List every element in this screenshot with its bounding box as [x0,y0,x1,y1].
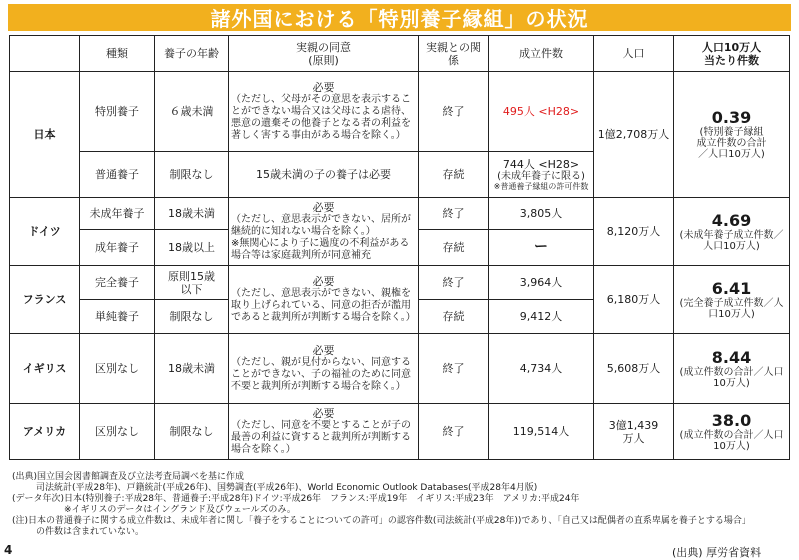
header-row [10,36,790,72]
footnote-source-list: 司法統計(平成28年)、戸籍統計(平成26年)、国勢調査(平成26年)、World Economic Outlook Databases(平成28年4月版) [36,483,538,493]
count-cell: ー [489,230,594,266]
header-type: 種類 [80,36,155,72]
population-cell: 8,120万人 [594,198,674,266]
rate-cell: 4.69 (未成年養子成立件数／人口10万人) [674,198,790,266]
footnotes [12,472,792,538]
relation-cell: 終了 [419,198,489,230]
population-cell: 3億1,439 万人 [594,404,674,460]
country-japan: 日本 [10,72,80,198]
age-cell: 制限なし [155,404,229,460]
relation-cell: 終了 [419,266,489,300]
country-france: フランス [10,266,80,334]
consent-cell: 必要 （ただし、親が見付からない、同意することができない、子の福祉のために同意不要と裁判所が判断する場合を除く。） [229,334,419,404]
type-cell: 成年養子 [80,230,155,266]
header-relation: 実親との関係 [419,36,489,72]
footnote-data-year: (データ年次)日本(特別養子:平成28年、普通養子:平成28年)ドイツ:平成26年 フランス:平成19年 イギリス:平成23年 アメリカ:平成24年 [12,494,580,504]
consent-cell: 必要 （ただし、同意を不要とすることが子の最善の利益に資すると裁判所が判断する場合を除く。） [229,404,419,460]
type-cell: 普通養子 [80,152,155,198]
consent-cell: 必要 （ただし、意思表示ができない、親権を取り上げられている、同意の拒否が濫用であると裁判所が判断する場合を除く。） [229,266,419,334]
table-row [10,266,790,300]
count-cell: 4,734人 [489,334,594,404]
type-cell: 完全養子 [80,266,155,300]
header-population: 人口 [594,36,674,72]
consent-cell: 必要 （ただし、意思表示ができない、居所が継続的に知れない場合を除く。） ※無関心により子に過度の不利益がある場合等は家庭裁判所が同意補充 [229,198,419,266]
relation-cell: 終了 [419,72,489,152]
type-cell: 区別なし [80,404,155,460]
footnote-uk: ※イギリスのデータはイングランド及びウェールズのみ。 [64,505,296,515]
age-cell: ６歳未満 [155,72,229,152]
count-cell: 3,964人 [489,266,594,300]
consent-cell: 15歳未満の子の養子は必要 [229,152,419,198]
header-count: 成立件数 [489,36,594,72]
header-age: 養子の年齢 [155,36,229,72]
header-per100k: 人口10万人 当たり件数 [674,36,790,72]
age-cell: 18歳未満 [155,198,229,230]
relation-cell: 存続 [419,230,489,266]
population-cell: 1億2,708万人 [594,72,674,198]
relation-cell: 終了 [419,334,489,404]
table-row [10,72,790,152]
population-cell: 5,608万人 [594,334,674,404]
source-label: (出典) 厚労省資料 [672,546,762,559]
footnote-source: (出典)国立国会図書館調査及び立法考査局調べを基に作成 [12,472,245,482]
count-cell: 3,805人 [489,198,594,230]
title-banner [8,4,791,31]
rate-cell: 38.0 (成立件数の合計／人口10万人) [674,404,790,460]
relation-cell: 存続 [419,300,489,334]
age-cell: 18歳未満 [155,334,229,404]
rate-cell: 0.39 (特別養子縁組 成立件数の合計 ／人口10万人) [674,72,790,198]
count-cell-highlight: 495人 <H28> [489,72,594,152]
age-cell: 制限なし [155,300,229,334]
footnote-note: (注)日本の普通養子に関する成立件数は、未成年者に関し「養子をすることについての許可」の認容件数(司法統計(平成28年))であり、「自己又は配偶者の直系卑属を養子とする場合」 [12,516,751,526]
adoption-comparison-table [9,35,790,460]
age-cell: 原則15歳 以下 [155,266,229,300]
age-cell: 制限なし [155,152,229,198]
table-row [10,334,790,404]
page-number: 4 [4,543,13,557]
population-cell: 6,180万人 [594,266,674,334]
consent-cell: 必要 （ただし、父母がその意思を表示することができない場合又は父母による虐待、悪意の遺棄その他養子となる者の利益を著しく害する事由がある場合を除く。） [229,72,419,152]
table-row [10,404,790,460]
age-cell: 18歳以上 [155,230,229,266]
header-consent: 実親の同意 (原則) [229,36,419,72]
count-cell: 744人 <H28> (未成年養子に限る) ※普通養子縁組の許可件数 [489,152,594,198]
header-country [10,36,80,72]
type-cell: 特別養子 [80,72,155,152]
relation-cell: 存続 [419,152,489,198]
count-cell: 9,412人 [489,300,594,334]
type-cell: 区別なし [80,334,155,404]
page-title: 諸外国における「特別養子縁組」の状況 [210,7,589,31]
country-uk: イギリス [10,334,80,404]
type-cell: 単純養子 [80,300,155,334]
type-cell: 未成年養子 [80,198,155,230]
rate-cell: 8.44 (成立件数の合計／人口10万人) [674,334,790,404]
country-usa: アメリカ [10,404,80,460]
table-row [10,198,790,230]
footnote-note-cont: の件数は含まれていない。 [36,527,145,537]
country-germany: ドイツ [10,198,80,266]
count-cell: 119,514人 [489,404,594,460]
relation-cell: 終了 [419,404,489,460]
rate-cell: 6.41 (完全養子成立件数／人口10万人) [674,266,790,334]
